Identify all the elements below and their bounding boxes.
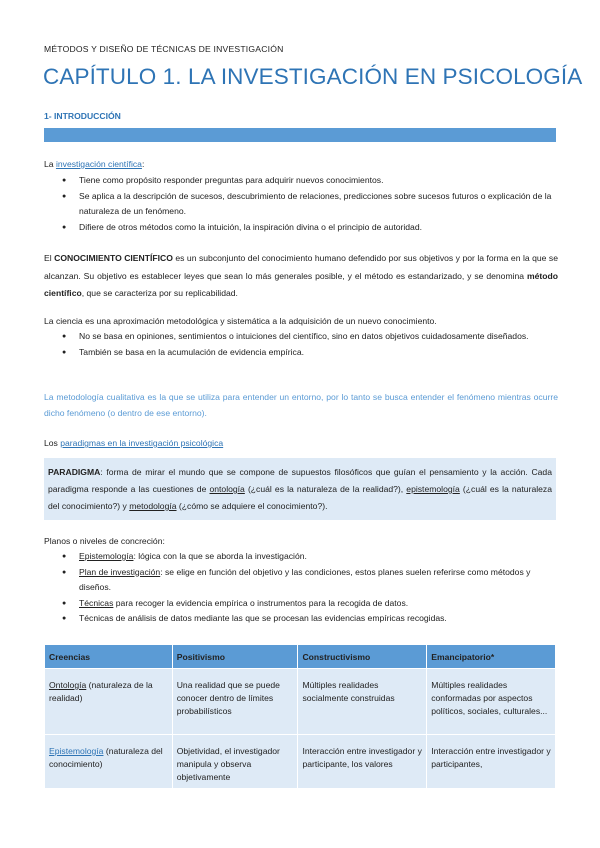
ciencia-lead: La ciencia es una aproximación metodológica y sistemática a la adquisición de un nuevo conocimiento. bbox=[44, 316, 437, 326]
epistemologia-link[interactable]: Epistemología bbox=[49, 746, 104, 756]
text-run: (¿cuál es la naturaleza de la realidad?), bbox=[244, 484, 407, 494]
section-divider-bar bbox=[44, 128, 556, 142]
list-item bbox=[62, 549, 556, 565]
chapter-title: CAPÍTULO 1. LA INVESTIGACIÓN EN PSICOLOGÍA bbox=[43, 64, 583, 89]
column-header: Positivismo bbox=[172, 645, 298, 669]
paradigma-definition-box bbox=[44, 458, 556, 520]
paradigmas-lead bbox=[44, 436, 558, 452]
underlined-term: Técnicas bbox=[79, 597, 114, 608]
cualitativa-note: La metodología cualitativa es la que se utiliza para entender un entorno, por lo tanto se busca entender el fenómeno mientras ocurre dicho fenómeno (o dentro de ese entorno). bbox=[44, 392, 558, 418]
table-row bbox=[45, 735, 556, 789]
text-run: (naturaleza del conocimiento) bbox=[49, 746, 163, 769]
text-run: , que se caracteriza por su replicabilidad. bbox=[81, 288, 238, 298]
table-cell: Múltiples realidades conformadas por aspectos políticos, sociales, culturales... bbox=[427, 669, 556, 735]
intro-lead-prefix: La bbox=[44, 159, 56, 169]
underlined-term: Ontología bbox=[49, 680, 87, 690]
table-cell: Múltiples realidades socialmente construidas bbox=[298, 669, 427, 735]
list-item bbox=[62, 611, 556, 627]
text-run: (¿cuál es la naturaleza del conocimiento?) y bbox=[48, 484, 552, 511]
table-cell: Interacción entre investigador y participante, los valores bbox=[298, 735, 427, 789]
column-header: Constructivismo bbox=[298, 645, 427, 669]
text-run: (naturaleza de la realidad) bbox=[49, 680, 153, 703]
text-run: : lógica con la que se aborda la investigación. bbox=[133, 551, 307, 561]
investigacion-cientifica-link[interactable]: investigación científica bbox=[55, 159, 142, 169]
list-item: ● Se aplica a la descripción de sucesos, descubrimiento de relaciones, predicciones sobre sucesos futuros o explicación de la naturaleza de un fenómeno. bbox=[62, 189, 556, 220]
course-header: MÉTODOS Y DISEÑO DE TÉCNICAS DE INVESTIGACIÓN bbox=[44, 44, 284, 54]
table-cell: Una realidad que se puede conocer dentro de límites probabilísticos bbox=[172, 669, 298, 735]
planos-lead: Planos o niveles de concreción: bbox=[44, 536, 165, 546]
table-cell: Interacción entre investigador y participantes, bbox=[427, 735, 556, 789]
text-run: para recoger la evidencia empírica o instrumentos para la recogida de datos. bbox=[113, 597, 409, 608]
table-header-row bbox=[45, 645, 556, 669]
intro-bullet-list bbox=[62, 173, 556, 235]
list-item bbox=[62, 596, 556, 612]
table-row bbox=[45, 669, 556, 735]
bold-term: CONOCIMIENTO CIENTÍFICO bbox=[54, 253, 173, 263]
paradigmas-link[interactable]: paradigmas en la investigación psicológica bbox=[60, 438, 224, 448]
ciencia-bullet-list bbox=[62, 329, 556, 360]
table-cell: Objetividad, el investigador manipula y observa objetivamente bbox=[172, 735, 298, 789]
text-run: El bbox=[44, 253, 55, 263]
bold-term: método científico bbox=[44, 270, 558, 298]
underlined-term: ontología bbox=[209, 484, 245, 494]
list-item: ● Difiere de otros métodos como la intuición, la inspiración divina o el principio de autoridad. bbox=[62, 220, 556, 236]
text-run: Técnicas de análisis de datos mediante las que se procesan las evidencias empíricas recogidas. bbox=[79, 613, 447, 623]
intro-lead bbox=[44, 157, 558, 173]
paradigmas-lead-prefix: Los bbox=[44, 438, 61, 448]
list-item bbox=[62, 565, 556, 596]
text-run: : forma de mirar el mundo que se compone de supuestos filosóficos que guían el pensamiento y la acción. Cada paradigma responde a las cuestiones de bbox=[48, 467, 552, 494]
paradigms-comparison-table bbox=[44, 644, 556, 789]
section-title: 1- INTRODUCCIÓN bbox=[44, 111, 121, 121]
row-header-cell bbox=[45, 669, 173, 735]
intro-lead-suffix: : bbox=[141, 159, 145, 169]
text-run: (¿cómo se adquiere el conocimiento?). bbox=[176, 501, 328, 511]
column-header: Emancipatorio* bbox=[427, 645, 556, 669]
underlined-term: epistemología bbox=[406, 484, 460, 494]
column-header: Creencias bbox=[45, 645, 173, 669]
text-run: es un subconjunto del conocimiento humano defendido por sus objetivos y por la forma en la que se alcanzan. Su objetivo es establecer leyes que sean lo más generales posible, y el método es estandarizado, y se denomina bbox=[44, 253, 558, 281]
underlined-term: metodología bbox=[129, 501, 177, 511]
planos-bullet-list bbox=[62, 549, 556, 627]
list-item: ● No se basa en opiniones, sentimientos o intuiciones del científico, sino en datos objetivos cuidadosamente diseñados. bbox=[62, 329, 556, 345]
underlined-term: Epistemología bbox=[79, 551, 134, 561]
text-run: : se elige en función del objetivo y las condiciones, estos planes suelen referirse como métodos y diseños. bbox=[79, 566, 531, 592]
conocimiento-paragraph bbox=[44, 250, 558, 303]
list-item: ● Tiene como propósito responder preguntas para adquirir nuevos conocimientos. bbox=[62, 173, 556, 189]
row-header-cell bbox=[45, 735, 173, 789]
list-item: ● También se basa en la acumulación de evidencia empírica. bbox=[62, 345, 556, 361]
underlined-term: Plan de investigación bbox=[79, 566, 161, 577]
bold-term: PARADIGMA bbox=[48, 467, 101, 477]
